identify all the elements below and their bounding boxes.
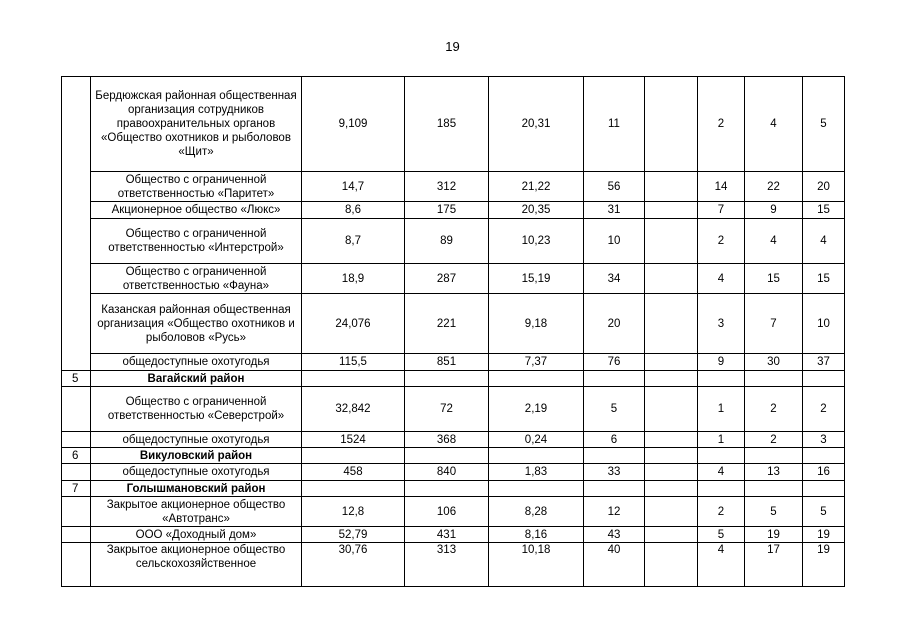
empty-cell [803,448,845,464]
value-cell: 4 [745,219,803,264]
table-row [62,294,845,354]
value-cell [645,527,698,543]
empty-cell [645,481,698,497]
value-cell: 10,23 [489,219,584,264]
value-cell: 20 [803,172,845,202]
empty-cell [584,371,645,387]
value-cell: 431 [405,527,489,543]
table-row [62,172,845,202]
organization-name: Закрытое акционерное общество сельскохозяйственное [91,543,302,587]
value-cell: 368 [405,432,489,448]
empty-cell [745,371,803,387]
value-cell: 4 [698,264,745,294]
district-row [62,371,845,387]
value-cell: 313 [405,543,489,587]
table-row [62,219,845,264]
value-cell: 5 [698,527,745,543]
value-cell: 14,7 [302,172,405,202]
value-cell: 106 [405,497,489,527]
value-cell: 287 [405,264,489,294]
value-cell: 2,19 [489,387,584,432]
value-cell: 9,18 [489,294,584,354]
value-cell [645,432,698,448]
empty-cell [698,481,745,497]
value-cell: 30 [745,354,803,371]
district-row [62,481,845,497]
value-cell: 15 [803,202,845,219]
value-cell: 37 [803,354,845,371]
value-cell: 22 [745,172,803,202]
district-number: 6 [62,448,91,464]
value-cell: 7,37 [489,354,584,371]
value-cell: 9,109 [302,77,405,172]
value-cell [645,77,698,172]
value-cell [645,387,698,432]
organization-name: Общество с ограниченной ответственностью «Северстрой» [91,387,302,432]
organization-name: общедоступные охотугодья [91,432,302,448]
value-cell [645,294,698,354]
value-cell: 30,76 [302,543,405,587]
value-cell: 10 [803,294,845,354]
empty-cell [803,371,845,387]
empty-cell [302,481,405,497]
value-cell [645,219,698,264]
empty-cell [405,481,489,497]
value-cell: 851 [405,354,489,371]
value-cell: 5 [584,387,645,432]
value-cell: 9 [745,202,803,219]
value-cell: 2 [745,387,803,432]
value-cell: 15 [745,264,803,294]
row-number-cell [62,77,91,371]
table-row [62,202,845,219]
value-cell: 2 [698,497,745,527]
district-name: Викуловский район [91,448,302,464]
value-cell: 8,7 [302,219,405,264]
district-name: Голышмановский район [91,481,302,497]
value-cell [645,202,698,219]
value-cell: 19 [745,527,803,543]
empty-cell [302,448,405,464]
value-cell: 0,24 [489,432,584,448]
value-cell: 31 [584,202,645,219]
value-cell: 34 [584,264,645,294]
table-row [62,77,845,172]
value-cell: 1 [698,387,745,432]
value-cell: 20,35 [489,202,584,219]
value-cell: 312 [405,172,489,202]
empty-cell [489,371,584,387]
value-cell: 8,16 [489,527,584,543]
value-cell: 13 [745,464,803,481]
value-cell: 8,6 [302,202,405,219]
table-row [62,432,845,448]
value-cell: 15 [803,264,845,294]
value-cell: 12,8 [302,497,405,527]
value-cell: 175 [405,202,489,219]
value-cell [645,464,698,481]
value-cell: 20 [584,294,645,354]
empty-cell [745,448,803,464]
district-row [62,448,845,464]
value-cell: 5 [803,497,845,527]
value-cell: 2 [698,219,745,264]
table-body [62,77,845,587]
value-cell: 7 [745,294,803,354]
value-cell: 6 [584,432,645,448]
value-cell: 2 [745,432,803,448]
value-cell: 1,83 [489,464,584,481]
value-cell: 20,31 [489,77,584,172]
value-cell: 72 [405,387,489,432]
value-cell: 18,9 [302,264,405,294]
value-cell: 4 [745,77,803,172]
value-cell: 16 [803,464,845,481]
row-number-cell [62,387,91,432]
empty-cell [698,448,745,464]
row-number-cell [62,527,91,543]
table-row [62,464,845,481]
value-cell: 2 [698,77,745,172]
value-cell: 21,22 [489,172,584,202]
value-cell: 8,28 [489,497,584,527]
value-cell: 11 [584,77,645,172]
value-cell: 40 [584,543,645,587]
value-cell: 3 [803,432,845,448]
empty-cell [645,448,698,464]
value-cell: 221 [405,294,489,354]
value-cell: 33 [584,464,645,481]
value-cell: 3 [698,294,745,354]
empty-cell [745,481,803,497]
row-number-cell [62,432,91,448]
empty-cell [302,371,405,387]
value-cell: 1524 [302,432,405,448]
value-cell: 32,842 [302,387,405,432]
value-cell: 15,19 [489,264,584,294]
table-row [62,387,845,432]
district-name: Вагайский район [91,371,302,387]
district-number: 7 [62,481,91,497]
empty-cell [584,448,645,464]
value-cell [645,543,698,587]
empty-cell [405,371,489,387]
value-cell: 5 [803,77,845,172]
organization-name: Общество с ограниченной ответственностью «Паритет» [91,172,302,202]
value-cell: 2 [803,387,845,432]
value-cell: 185 [405,77,489,172]
quota-table [61,76,845,587]
value-cell: 17 [745,543,803,587]
value-cell: 12 [584,497,645,527]
value-cell: 19 [803,527,845,543]
organization-name: Общество с ограниченной ответственностью «Интерстрой» [91,219,302,264]
empty-cell [489,481,584,497]
organization-name: общедоступные охотугодья [91,354,302,371]
organization-name: общедоступные охотугодья [91,464,302,481]
value-cell: 76 [584,354,645,371]
page-number: 19 [445,39,460,54]
value-cell: 458 [302,464,405,481]
value-cell: 115,5 [302,354,405,371]
value-cell: 840 [405,464,489,481]
value-cell: 4 [698,543,745,587]
organization-name: Казанская районная общественная организация «Общество охотников и рыболовов «Русь» [91,294,302,354]
value-cell: 10 [584,219,645,264]
value-cell: 4 [803,219,845,264]
organization-name: Общество с ограниченной ответственностью «Фауна» [91,264,302,294]
table-row [62,497,845,527]
value-cell: 43 [584,527,645,543]
row-number-cell [62,464,91,481]
row-number-cell [62,543,91,587]
organization-name: Закрытое акционерное общество «Автотранс» [91,497,302,527]
table-row [62,354,845,371]
value-cell: 56 [584,172,645,202]
empty-cell [584,481,645,497]
table-row [62,264,845,294]
value-cell: 14 [698,172,745,202]
district-number: 5 [62,371,91,387]
value-cell: 9 [698,354,745,371]
empty-cell [645,371,698,387]
value-cell: 1 [698,432,745,448]
value-cell [645,172,698,202]
row-number-cell [62,497,91,527]
value-cell: 52,79 [302,527,405,543]
value-cell: 24,076 [302,294,405,354]
value-cell [645,354,698,371]
value-cell: 4 [698,464,745,481]
value-cell: 89 [405,219,489,264]
value-cell: 19 [803,543,845,587]
value-cell [645,264,698,294]
value-cell [645,497,698,527]
value-cell: 5 [745,497,803,527]
organization-name: Бердюжская районная общественная организация сотрудников правоохранительных органов «Общество охотников и рыболовов «Щит» [91,77,302,172]
value-cell: 10,18 [489,543,584,587]
empty-cell [489,448,584,464]
empty-cell [405,448,489,464]
organization-name: ООО «Доходный дом» [91,527,302,543]
value-cell: 7 [698,202,745,219]
empty-cell [803,481,845,497]
empty-cell [698,371,745,387]
organization-name: Акционерное общество «Люкс» [91,202,302,219]
table-row [62,527,845,543]
table-row [62,543,845,587]
